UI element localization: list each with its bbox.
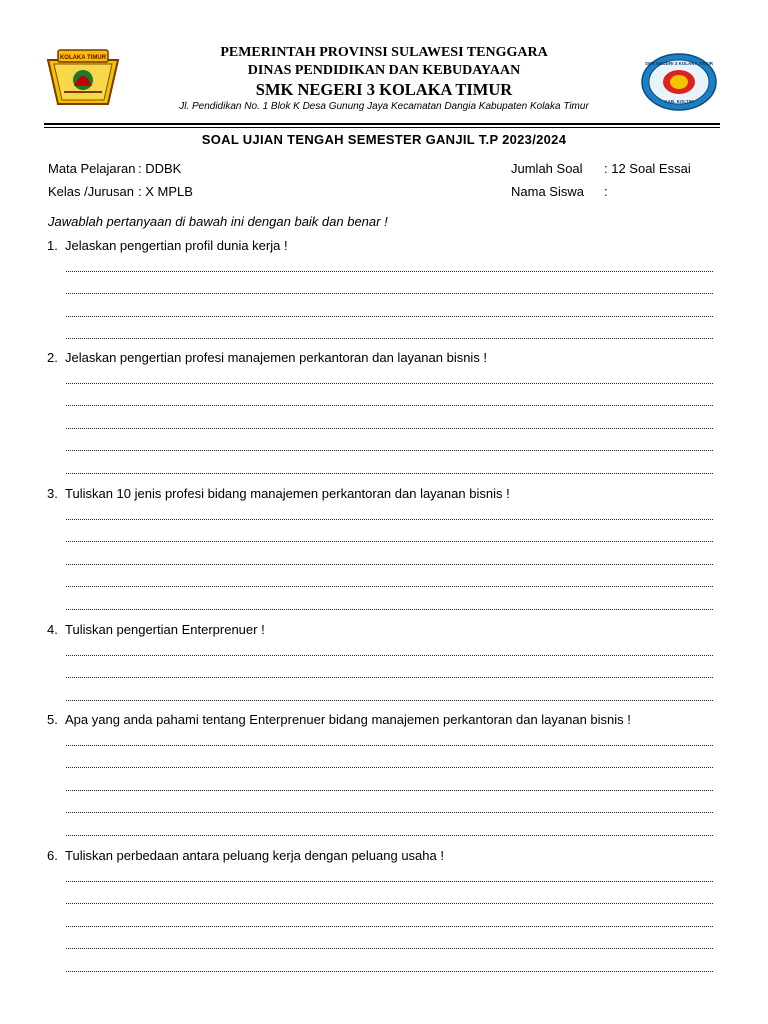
- answer-line[interactable]: [66, 457, 713, 480]
- exam-title: SOAL UJIAN TENGAH SEMESTER GANJIL T.P 2023/2024: [201, 132, 567, 147]
- letterhead: [0, 0, 768, 130]
- question-number: 3.: [47, 486, 58, 501]
- answer-line[interactable]: [66, 390, 713, 413]
- school-emblem-icon: [640, 52, 718, 112]
- answer-line[interactable]: [66, 278, 713, 301]
- answer-line[interactable]: [66, 752, 713, 775]
- letterhead-rule-thin: [44, 127, 720, 128]
- answer-line[interactable]: [66, 593, 713, 616]
- answer-line[interactable]: [66, 684, 713, 707]
- question-number: 4.: [47, 622, 58, 637]
- letterhead-school-name: SMK NEGERI 3 KOLAKA TIMUR: [255, 80, 513, 99]
- question-number: 5.: [47, 712, 58, 727]
- student-name-info: [511, 184, 608, 199]
- class-label: Kelas /Jurusan: [48, 184, 134, 199]
- answer-line[interactable]: [66, 797, 713, 820]
- question-text: Tuliskan perbedaan antara peluang kerja dengan peluang usaha !: [65, 848, 444, 863]
- answer-line[interactable]: [66, 888, 713, 911]
- question-count-info: [511, 161, 691, 176]
- answer-line[interactable]: [66, 367, 713, 390]
- question-text: Tuliskan 10 jenis profesi bidang manajemen perkantoran dan layanan bisnis !: [65, 486, 510, 501]
- answer-line[interactable]: [66, 865, 713, 888]
- question-number: 1.: [47, 238, 58, 253]
- instruction: Jawablah pertanyaan di bawah ini dengan baik dan benar !: [48, 214, 388, 229]
- svg-text:KAB. KOLTIM: KAB. KOLTIM: [664, 99, 694, 104]
- question-1: [47, 237, 727, 345]
- answer-line[interactable]: [66, 910, 713, 933]
- question-number: 2.: [47, 350, 58, 365]
- letterhead-rule-thick: [44, 123, 720, 125]
- class-info: [48, 184, 193, 199]
- question-text: Jelaskan pengertian profil dunia kerja !: [65, 238, 288, 253]
- answer-line[interactable]: [66, 526, 713, 549]
- svg-text:KOLAKA TIMUR: KOLAKA TIMUR: [59, 55, 107, 61]
- class-value: : X MPLB: [138, 184, 193, 199]
- question-text: Tuliskan pengertian Enterprenuer !: [65, 622, 265, 637]
- question-4: [47, 621, 727, 707]
- answer-line[interactable]: [66, 412, 713, 435]
- answer-line[interactable]: [66, 503, 713, 526]
- question-count-label: Jumlah Soal: [511, 161, 583, 176]
- subject-info: [48, 161, 181, 176]
- letterhead-department: DINAS PENDIDIKAN DAN KEBUDAYAAN: [247, 63, 521, 78]
- svg-text:SMK NEGERI 3 KOLAKA TIMUR: SMK NEGERI 3 KOLAKA TIMUR: [644, 61, 714, 66]
- question-text: Jelaskan pengertian profesi manajemen perkantoran dan layanan bisnis !: [65, 350, 488, 365]
- subject-value: : DDBK: [138, 161, 182, 176]
- question-6: [47, 847, 727, 978]
- letterhead-government: PEMERINTAH PROVINSI SULAWESI TENGGARA: [220, 45, 548, 60]
- answer-line[interactable]: [66, 639, 713, 662]
- question-count-value: : 12 Soal Essai: [604, 161, 691, 176]
- question-2: [47, 349, 727, 480]
- answer-line[interactable]: [66, 548, 713, 571]
- question-number: 6.: [47, 848, 58, 863]
- answer-line[interactable]: [66, 819, 713, 842]
- answer-line[interactable]: [66, 774, 713, 797]
- answer-line[interactable]: [66, 729, 713, 752]
- answer-line[interactable]: [66, 435, 713, 458]
- answer-line[interactable]: [66, 323, 713, 346]
- student-name-value: :: [604, 184, 608, 199]
- question-3: [47, 485, 727, 616]
- answer-line[interactable]: [66, 955, 713, 978]
- student-name-label: Nama Siswa: [511, 184, 584, 199]
- answer-line[interactable]: [66, 300, 713, 323]
- letterhead-address: Jl. Pendidikan No. 1 Blok K Desa Gunung Jaya Kecamatan Dangia Kabupaten Kolaka Timur: [179, 101, 589, 112]
- question-5: [47, 711, 727, 842]
- answer-line[interactable]: [66, 933, 713, 956]
- question-text: Apa yang anda pahami tentang Enterprenuer bidang manajemen perkantoran dan layanan bisnis !: [65, 712, 631, 727]
- answer-line[interactable]: [66, 662, 713, 685]
- answer-line[interactable]: [66, 255, 713, 278]
- answer-line[interactable]: [66, 571, 713, 594]
- subject-label: Mata Pelajaran: [48, 161, 136, 176]
